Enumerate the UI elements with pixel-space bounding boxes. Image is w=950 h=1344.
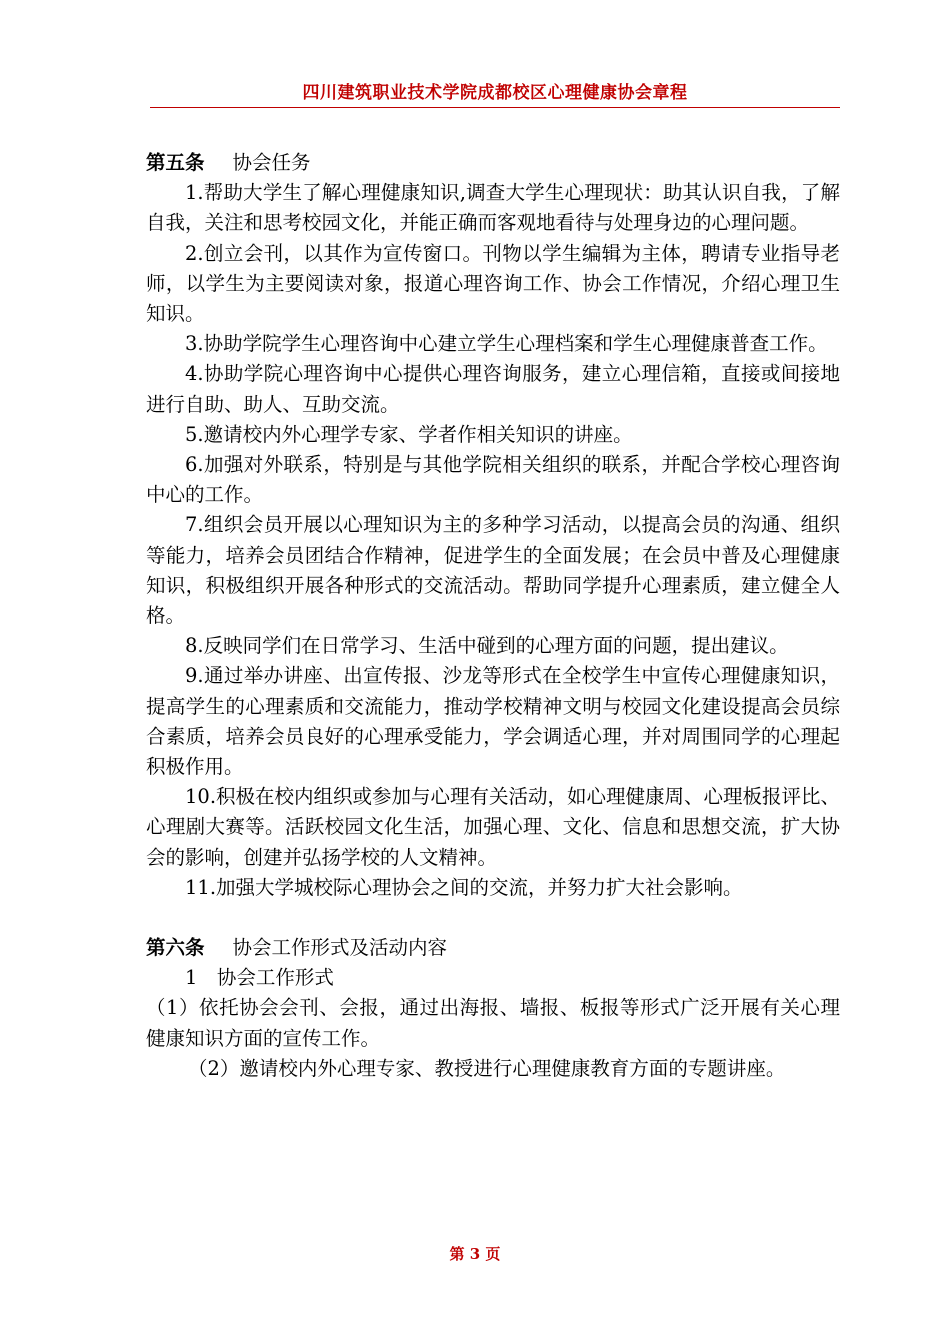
article-6-number: 第六条 xyxy=(146,936,205,960)
article-5-item-5: 5.邀请校内外心理学专家、学者作相关知识的讲座。 xyxy=(185,422,633,446)
article-5-item-7: 7.组织会员开展以心理知识为主的多种学习活动，以提高会员的沟通、组织等能力，培养会员团结合作精神，促进学生的全面发展；在会员中普及心理健康知识，积极组织开展各种形式的交流活动。帮助同学提升心理素质，建立健全人格。 xyxy=(146,513,840,628)
article-5-item-10: 10.积极在校内组织或参加与心理有关活动，如心理健康周、心理板报评比、心理剧大赛等。活跃校园文化生活，加强心理、文化、信息和思想交流，扩大协会的影响，创建并弘扬学校的人文精神。 xyxy=(146,785,841,869)
section-spacer xyxy=(146,903,840,933)
page-number: 第 3 页 xyxy=(449,1245,501,1263)
article-5-item-11: 11.加强大学城校际心理协会之间的交流，并努力扩大社会影响。 xyxy=(185,875,743,899)
document-body xyxy=(146,148,840,1084)
article-5-item-9: 9.通过举办讲座、出宣传报、沙龙等形式在全校学生中宣传心理健康知识，提高学生的心理素质和交流能力，推动学校精神文明与校园文化建设提高会员综合素质，培养会员良好的心理承受能力，学会调适心理，并对周围同学的心理起积极作用。 xyxy=(146,664,840,779)
article-5-item-3: 3.协助学院学生心理咨询中心建立学生心理档案和学生心理健康普查工作。 xyxy=(185,332,828,356)
article-5-item-8: 8.反映同学们在日常学习、生活中碰到的心理方面的问题，提出建议。 xyxy=(185,634,789,658)
article-5-heading xyxy=(146,148,840,178)
page-header-title: 四川建筑职业技术学院成都校区心理健康协会章程 xyxy=(302,83,688,103)
header-divider xyxy=(150,107,840,108)
article-6-item-2: （2）邀请校内外心理专家、教授进行心理健康教育方面的专题讲座。 xyxy=(188,1056,786,1080)
article-6-item-1: （1）依托协会会刊、会报，通过出海报、墙报、板报等形式广泛开展有关心理健康知识方面的宣传工作。 xyxy=(146,996,840,1050)
article-5-title: 协会任务 xyxy=(232,151,311,174)
article-5-item-1: 1.帮助大学生了解心理健康知识,调查大学生心理现状：助其认识自我，了解自我，关注和思考校园文化，并能正确而客观地看待与处理身边的心理问题。 xyxy=(146,181,840,235)
article-5-item-4: 4.协助学院心理咨询中心提供心理咨询服务，建立心理信箱，直接或间接地进行自助、助人、互助交流。 xyxy=(146,362,840,416)
article-6-title: 协会工作形式及活动内容 xyxy=(232,936,448,960)
article-5-item-6: 6.加强对外联系，特别是与其他学院相关组织的联系，并配合学校心理咨询中心的工作。 xyxy=(146,453,840,507)
article-5-item-2: 2.创立会刊，以其作为宣传窗口。刊物以学生编辑为主体，聘请专业指导老师，以学生为主要阅读对象，报道心理咨询工作、协会工作情况，介绍心理卫生知识。 xyxy=(146,241,840,326)
article-5-number: 第五条 xyxy=(146,151,205,174)
article-6-heading xyxy=(146,933,840,963)
article-6-subheading: 1 协会工作形式 xyxy=(185,966,334,990)
